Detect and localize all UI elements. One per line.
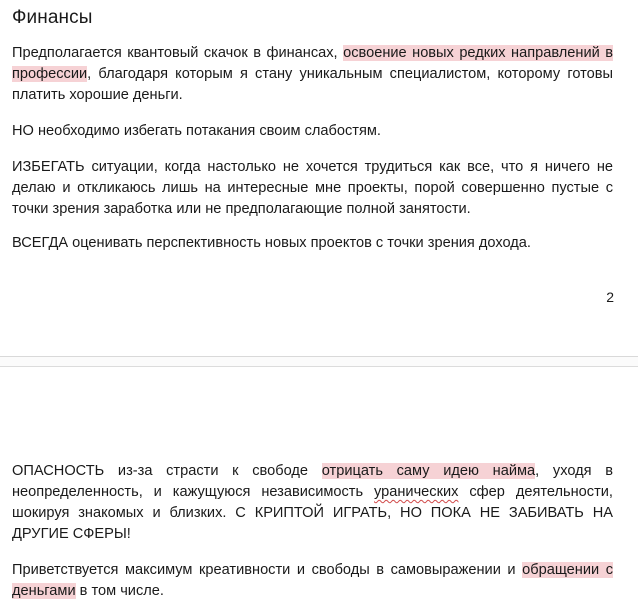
paragraph-avoid-situation[interactable]: ИЗБЕГАТЬ ситуации, когда настолько не хочется трудиться как все, что я ничего не делаю и откликаюсь лишь на интересные мне проекты, порой совершенно пустые с точки зрения заработка или не предполагающие полной занятости.: [12, 159, 613, 217]
section-heading: Финансы: [12, 7, 93, 28]
paragraph-text: Предполагается квантовый скачок в финансах,: [12, 45, 344, 61]
comment-highlight[interactable]: обращении с деньгами: [12, 562, 613, 599]
page-number: 2: [606, 289, 614, 305]
comment-highlight[interactable]: освоение новых редких направлений в профессии: [12, 45, 614, 82]
paragraph-text: сфер деятельности, шокируя знакомых и близких. С КРИПТОЙ ИГРАТЬ, НО ПОКА НЕ ЗАБИВАТЬ НА ДРУГИЕ СФЕРЫ!: [12, 484, 613, 542]
comment-highlight[interactable]: отрицать саму идею найма: [321, 463, 536, 479]
paragraph-quantum-leap[interactable]: [12, 43, 613, 106]
paragraph-text: , благодаря которым я стану уникальным специалистом, которому готовы платить хорошие деньги.: [12, 66, 613, 103]
paragraph-text: ОПАСНОСТЬ из-за страсти к свободе: [12, 463, 322, 479]
paragraph-text: Приветствуется максимум креативности и свободы в самовыражении и: [12, 562, 523, 578]
spellcheck-error-word[interactable]: уранических: [374, 484, 459, 500]
paragraph-danger[interactable]: [12, 461, 613, 545]
paragraph-always-evaluate[interactable]: ВСЕГДА оценивать перспективность новых проектов с точки зрения дохода.: [12, 235, 531, 251]
paragraph-text: в том числе.: [75, 583, 164, 599]
paragraph-avoid-weakness[interactable]: НО необходимо избегать потакания своим слабостям.: [12, 123, 381, 139]
paragraph-text: , уходя в неопределенность, и кажущуюся независимость: [12, 463, 614, 500]
document-page-2: [0, 367, 638, 615]
page-break: [0, 356, 638, 367]
paragraph-creativity[interactable]: [12, 560, 613, 602]
